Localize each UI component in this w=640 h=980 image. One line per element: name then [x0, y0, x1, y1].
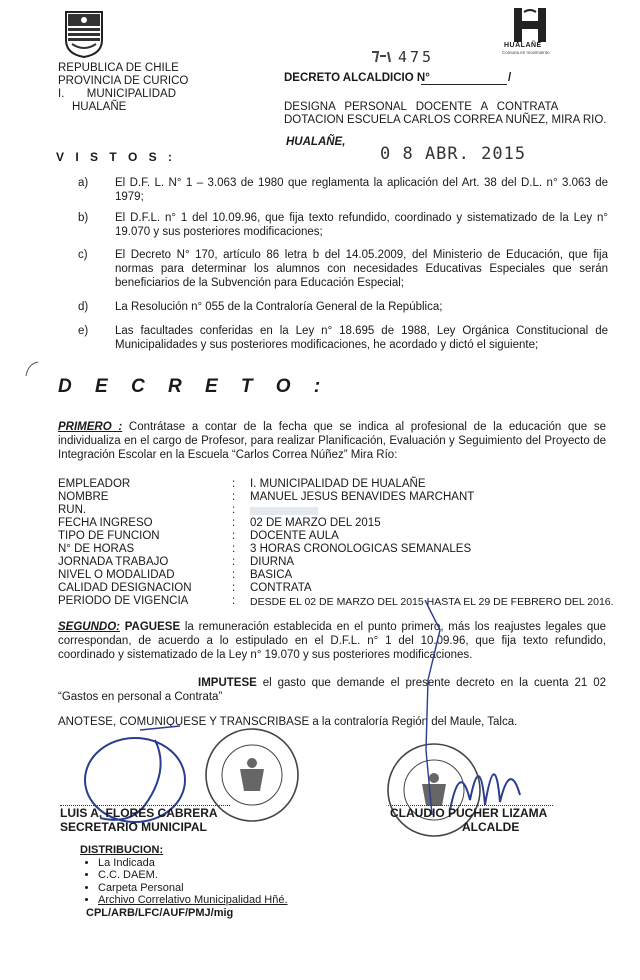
field-value: DESDE EL 02 DE MARZO DEL 2015 HASTA EL 29 DE FEBRERO DEL 2016. [250, 596, 614, 608]
stamp-mark-icon [370, 48, 398, 66]
decree-suffix: / [508, 72, 512, 84]
distribution-item: • C.C. DAEM. [98, 869, 288, 882]
vistos-letter: e) [78, 325, 89, 337]
field-label: NOMBRE [58, 491, 109, 503]
vistos-letter: d) [78, 301, 89, 313]
field-value: MANUEL JESUS BENAVIDES MARCHANT [250, 491, 475, 503]
decree-number-line [421, 84, 507, 85]
field-colon: : [232, 556, 236, 568]
decree-label-text: DECRETO ALCALDICIO N° [284, 72, 430, 84]
decreto-heading: D E C R E T O : [58, 376, 330, 397]
mayor-name: CLAUDIO PUCHER LIZAMA [390, 806, 548, 820]
field-value: 02 DE MARZO DEL 2015 [250, 517, 381, 529]
decree-stamp-number: 475 [398, 48, 435, 66]
margin-mark-icon [24, 360, 40, 378]
field-colon: : [232, 569, 236, 581]
field-value: 3 HORAS CRONOLOGICAS SEMANALES [250, 543, 472, 555]
field-colon: : [232, 582, 236, 594]
secretary-title: SECRETARIO MUNICIPAL [60, 820, 207, 834]
field-value: CONTRATA [250, 582, 312, 594]
field-colon: : [232, 491, 236, 503]
imputese-bold: IMPUTESE [198, 677, 257, 689]
vistos-item [78, 324, 608, 354]
distribution-list [80, 857, 288, 907]
field-colon: : [232, 543, 236, 555]
vistos-text: El Decreto N° 170, artículo 86 letra b del 14.05.2009, del Ministerio de Educación, que fija normas para determinar los alumnos con necesidades Educativas Especiales que serán beneficiarios de la Subvención para Educación Especial; [115, 249, 608, 289]
vistos-letter: b) [78, 212, 89, 224]
distribution-item: • Carpeta Personal [98, 882, 288, 895]
distribution-title: DISTRIBUCION: [80, 844, 164, 856]
chile-coat-of-arms-icon [62, 10, 106, 58]
distribution-item: • Archivo Correlativo Municipalidad Hñé. [98, 894, 288, 907]
subject-line-2: DOTACION ESCUELA CARLOS CORREA NUÑEZ, MIRA RIO. [284, 114, 607, 126]
margin-check-marks-icon [380, 600, 480, 820]
field-value: DOCENTE AULA [250, 530, 339, 542]
decree-label [284, 72, 430, 84]
vistos-text: Las facultades conferidas en la Ley n° 18.695 de 1988, Ley Orgánica Constitucional de Municipalidades y sus posteriores modificaciones, he acordado y dictó el siguiente; [115, 325, 608, 351]
secretary-name: LUIS A. FLORES CABRERA [60, 806, 218, 820]
muni-line-1: REPUBLICA DE CHILE [58, 62, 179, 74]
logo-tagline: Comuna en movimiento [502, 50, 550, 55]
field-colon: : [232, 478, 236, 490]
segundo-label: SEGUNDO: [58, 621, 120, 633]
field-value: I. MUNICIPALIDAD DE HUALAÑE [250, 478, 426, 490]
logo-name: HUALAÑE [504, 42, 542, 49]
vistos-item [78, 211, 608, 241]
distribution-initials: CPL/ARB/LFC/AUF/PMJ/mig [86, 906, 234, 919]
hualane-logo-icon [506, 6, 554, 46]
segundo-text: la remuneración establecida en el punto primero, más los reajustes legales que correspondan, de acuerdo a lo estipulado en el D.F.L. n° 1 del 10.09.96, que fija texto refundido, coordinado y sistematizado de la Ley n° 19.070 y sus posteriores modificaciones. [58, 621, 607, 661]
imputese-paragraph [58, 676, 606, 704]
segundo-paragraph [58, 620, 606, 662]
decree-subject [284, 101, 606, 127]
segundo-bold: PAGUESE [119, 621, 181, 633]
vistos-heading: V I S T O S : [56, 150, 177, 164]
field-label: FECHA INGRESO [58, 517, 153, 529]
field-label: N° DE HORAS [58, 543, 135, 555]
field-label: RUN. [58, 504, 87, 516]
field-value: BASICA [250, 569, 293, 581]
vistos-text: El D.F. L. N° 1 – 3.063 de 1980 que reglamenta la aplicación del Art. 38 del D.L. n° 3.063 de 1979; [115, 177, 608, 203]
field-colon: : [232, 595, 236, 607]
field-value: DIURNA [250, 556, 295, 568]
field-colon: : [232, 530, 236, 542]
vistos-text: El D.F.L. n° 1 del 10.09.96, que fija texto refundido, coordinado y sistematizado de la Ley n° 19.070 y sus posteriores modificaciones; [115, 212, 608, 238]
field-label: PERIODO DE VIGENCIA [58, 595, 189, 607]
muni-line-2: PROVINCIA DE CURICO [58, 75, 189, 87]
imputese-text: el gasto que demande el presente decreto en la cuenta 21 02 “Gastos en personal a Contrata” [58, 677, 606, 703]
field-label: CALIDAD DESIGNACION [58, 582, 192, 594]
subject-line-1: DESIGNA PERSONAL DOCENTE A CONTRATA [284, 101, 559, 113]
vistos-item [78, 248, 608, 292]
date-stamp: 0 8 ABR. 2015 [380, 144, 527, 164]
mayor-title: ALCALDE [462, 820, 520, 834]
vistos-item [78, 176, 608, 206]
place-label: HUALAÑE, [286, 136, 346, 148]
field-label: NIVEL O MODALIDAD [58, 569, 175, 581]
primero-text: Contrátase a contar de la fecha que se indica al profesional de la educación que se individualiza en el cargo de Profesor, para realizar Planificación, Evaluación y Seguimiento del Proyecto de Integración Escolar en la Escuela “Carlos Correa Núñez” Mira Río: [58, 421, 606, 461]
vistos-text: La Resolución n° 055 de la Contraloría General de la República; [115, 301, 443, 313]
distribution-item: • La Indicada [98, 857, 288, 870]
muni-line-3: I. MUNICIPALIDAD [58, 88, 176, 100]
field-colon: : [232, 504, 236, 516]
vistos-letter: a) [78, 177, 89, 189]
field-label: JORNADA TRABAJO [58, 556, 169, 568]
redacted-run [250, 507, 318, 515]
vistos-letter: c) [78, 249, 88, 261]
distribution-block [80, 844, 288, 919]
anotese-line: ANOTESE, COMUNIQUESE Y TRANSCRIBASE a la contraloría Región del Maule, Talca. [58, 716, 518, 728]
municipality-header [58, 62, 188, 114]
field-label: EMPLEADOR [58, 478, 131, 490]
field-label: TIPO DE FUNCION [58, 530, 160, 542]
vistos-item [78, 300, 608, 316]
muni-line-4: HUALAÑE [72, 101, 127, 113]
primero-label: PRIMERO : [58, 421, 123, 433]
primero-paragraph [58, 420, 606, 462]
field-colon: : [232, 517, 236, 529]
